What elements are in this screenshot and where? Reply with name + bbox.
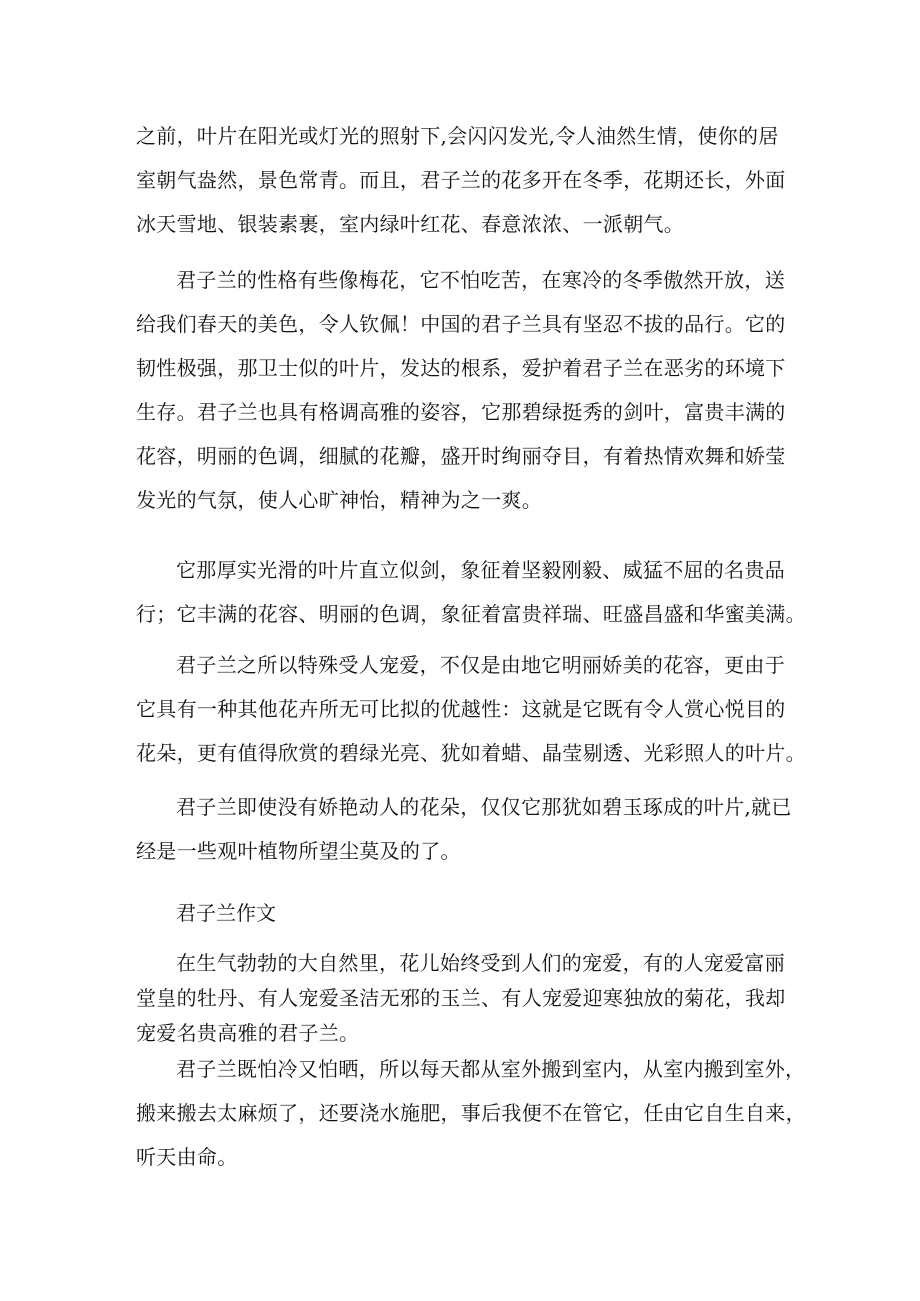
text-line: 花容，明丽的色调，细腻的花瓣，盛开时绚丽夺目，有着热情欢舞和娇莹 — [136, 444, 786, 468]
text-line: 生存。君子兰也具有格调高雅的姿容，它那碧绿挺秀的剑叶，富贵丰满的 — [136, 400, 786, 424]
section-title: 君子兰作文 — [176, 901, 276, 925]
text-line: 在生气勃勃的大自然里，花儿始终受到人们的宠爱，有的人宠爱富丽 — [176, 951, 785, 975]
text-line: 听天由命。 — [136, 1145, 238, 1169]
paragraph-5 — [136, 785, 796, 873]
text-line: 经是一些观叶植物所望尘莫及的了。 — [136, 839, 461, 863]
paragraph-2 — [136, 258, 796, 522]
paragraph-7 — [136, 1047, 806, 1179]
text-line: 君子兰即使没有娇艳动人的花朵，仅仅它那犹如碧玉琢成的叶片,就已 — [176, 795, 792, 819]
text-line: 宠爱名贵高雅的君子兰。 — [136, 1021, 360, 1045]
text-line: 花朵，更有值得欣赏的碧绿光亮、犹如着蜡、晶莹剔透、光彩照人的叶片。 — [136, 741, 806, 765]
text-line: 韧性极强，那卫士似的叶片，发达的根系，爱护着君子兰在恶劣的环境下 — [136, 356, 786, 380]
text-line: 室朝气盎然，景色常青。而且，君子兰的花多开在冬季，花期还长，外面 — [136, 168, 786, 192]
text-line: 行；它丰满的花容、明丽的色调，象征着富贵祥瑞、旺盛昌盛和华蜜美满。 — [136, 602, 806, 626]
paragraph-4 — [136, 643, 806, 775]
paragraph-3 — [136, 548, 806, 636]
text-line: 冰天雪地、银装素裹，室内绿叶红花、春意浓浓、一派朝气。 — [136, 212, 685, 236]
text-line: 它具有一种其他花卉所无可比拟的优越性：这就是它既有令人赏心悦目的 — [136, 697, 786, 721]
text-line: 君子兰既怕冷又怕晒，所以每天都从室外搬到室内，从室内搬到室外， — [176, 1057, 806, 1081]
paragraph-6 — [136, 946, 796, 1051]
text-line: 之前，叶片在阳光或灯光的照射下,会闪闪发光,令人油然生情，使你的居 — [136, 124, 779, 148]
text-line: 堂皇的牡丹、有人宠爱圣洁无邪的玉兰、有人宠爱迎寒独放的菊花，我却 — [136, 986, 786, 1010]
text-line: 搬来搬去太麻烦了，还要浇水施肥，事后我便不在管它，任由它自生自来， — [136, 1101, 806, 1125]
text-line: 它那厚实光滑的叶片直立似剑，象征着坚毅刚毅、威猛不屈的名贵品 — [176, 558, 785, 582]
text-line: 君子兰之所以特殊受人宠爱，不仅是由地它明丽娇美的花容，更由于 — [176, 653, 785, 677]
paragraph-1 — [136, 114, 796, 246]
text-line: 发光的气氛，使人心旷神怡，精神为之一爽。 — [136, 488, 542, 512]
text-line: 给我们春天的美色，令人钦佩！中国的君子兰具有坚忍不拔的品行。它的 — [136, 312, 786, 336]
text-line: 君子兰的性格有些像梅花，它不怕吃苦，在寒冷的冬季傲然开放，送 — [176, 268, 785, 292]
